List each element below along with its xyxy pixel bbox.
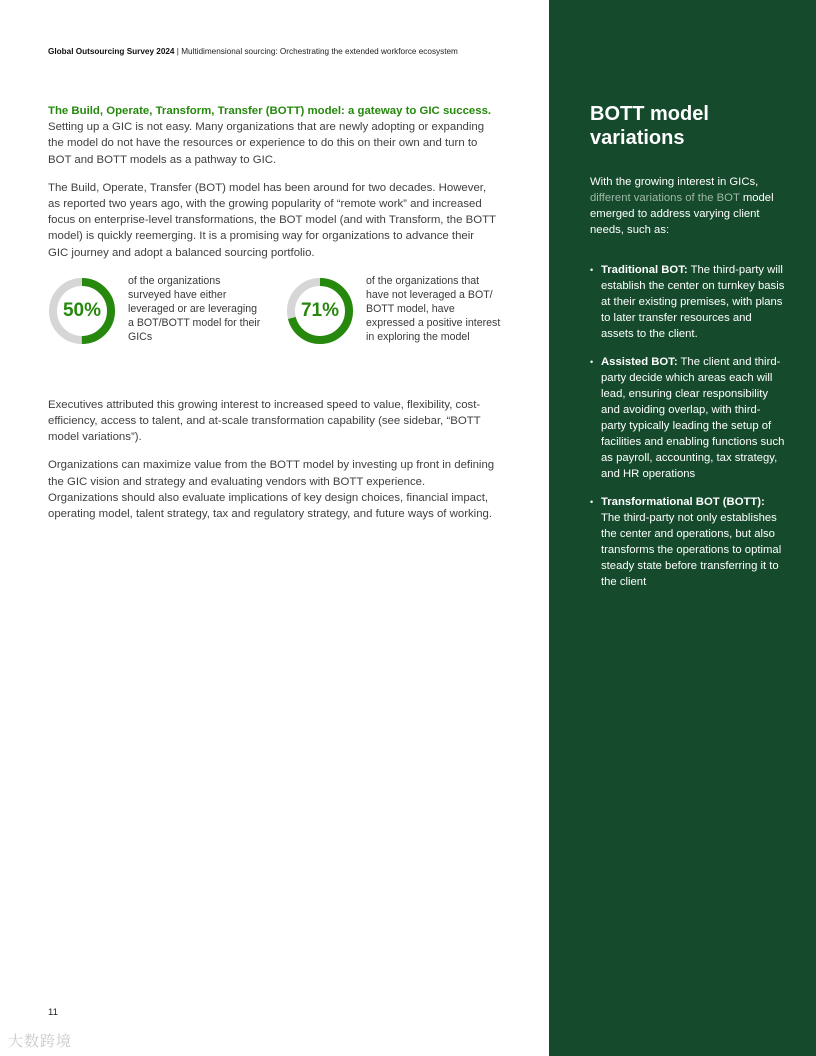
- list-item: [590, 262, 785, 342]
- sidebar-intro-a: With the growing interest in GICs,: [590, 176, 759, 188]
- intro-paragraph: [48, 103, 496, 168]
- paragraph-bot-history: The Build, Operate, Transfer (BOT) model has been around for two decades. However, as reported two years ago, with the growing popularity of “remote work” and increased focus on enterprise-level transformations, the BOT model (and with Transform, the BOTT model) is quickly reemerging. It is a promising way for organizations to advance their GIC journey and adopt a balanced sourcing portfolio.: [48, 181, 496, 259]
- running-header: [48, 47, 458, 56]
- paragraph-maximize-value: Organizations can maximize value from the BOTT model by investing up front in defining the GIC vision and strategy and evaluating vendors with BOTT experience. Organizations should also evaluate implications of key design choices, financial impact, operating model, talent strategy, tax and regulatory strategy, and future ways of working.: [48, 459, 495, 521]
- paragraph-interest-drivers: Executives attributed this growing interest to increased speed to value, flexibility, cost-efficiency, access to talent, and at-scale transformation capability (see sidebar, “BOTT model variations”).: [48, 398, 481, 444]
- report-subtitle: Multidimensional sourcing: Orchestrating the extended workforce ecosystem: [181, 47, 458, 56]
- lead-heading: The Build, Operate, Transform, Transfer (BOTT) model: a gateway to GIC success.: [48, 105, 492, 117]
- variation-desc: The client and third-party decide which areas each will lead, ensuring clear responsibility and avoiding overlap, with third-party typically leading the setup of facilities and enabling functions such as payroll, accounting, tax strategy, and HR operations: [601, 356, 785, 480]
- variation-desc: The third-party will establish the center on turnkey basis at their existing premises, with plans to later transfer resources and assets to the client.: [601, 264, 785, 340]
- variation-term: Assisted BOT:: [601, 356, 678, 368]
- stat-card: [48, 274, 263, 357]
- watermark: 大数跨境: [8, 1033, 73, 1050]
- stat-value: 50%: [62, 299, 102, 321]
- variation-desc: The third-party not only establishes the center and operations, but also transforms the operations to optimal steady state before transferring it to the client: [601, 512, 782, 588]
- sidebar-intro-b: different variations of the BOT: [590, 192, 740, 204]
- stat-value: 71%: [300, 299, 340, 321]
- main-column: [48, 103, 501, 534]
- stat-card: [286, 274, 501, 357]
- variation-term: Transformational BOT (BOTT):: [601, 496, 765, 508]
- list-item: [590, 354, 785, 482]
- variation-term: Traditional BOT:: [601, 264, 688, 276]
- report-title: Global Outsourcing Survey 2024: [48, 47, 175, 56]
- sidebar-intro: [590, 174, 790, 238]
- variations-list: [590, 262, 785, 602]
- stat-description: of the organizations that have not leveraged a BOT/ BOTT model, have expressed a positive interest in exploring the model: [366, 274, 501, 343]
- stats-row: [48, 274, 501, 373]
- intro-text: Setting up a GIC is not easy. Many organizations that are newly adopting or expanding the model do not have the resources or experience to do this on their own and turn to BOT and BOTT models as a pathway to GIC.: [48, 121, 485, 166]
- page-number: 11: [48, 1007, 58, 1018]
- sidebar: [549, 0, 816, 1056]
- sidebar-intro-c: model emerged to address varying client needs, such as:: [590, 192, 774, 236]
- stat-description: of the organizations surveyed have either leveraged or are leveraging a BOT/BOTT model for their GICs: [128, 274, 261, 343]
- header-separator: |: [174, 47, 182, 56]
- list-item: [590, 494, 785, 590]
- sidebar-title: BOTT model variations: [590, 103, 709, 149]
